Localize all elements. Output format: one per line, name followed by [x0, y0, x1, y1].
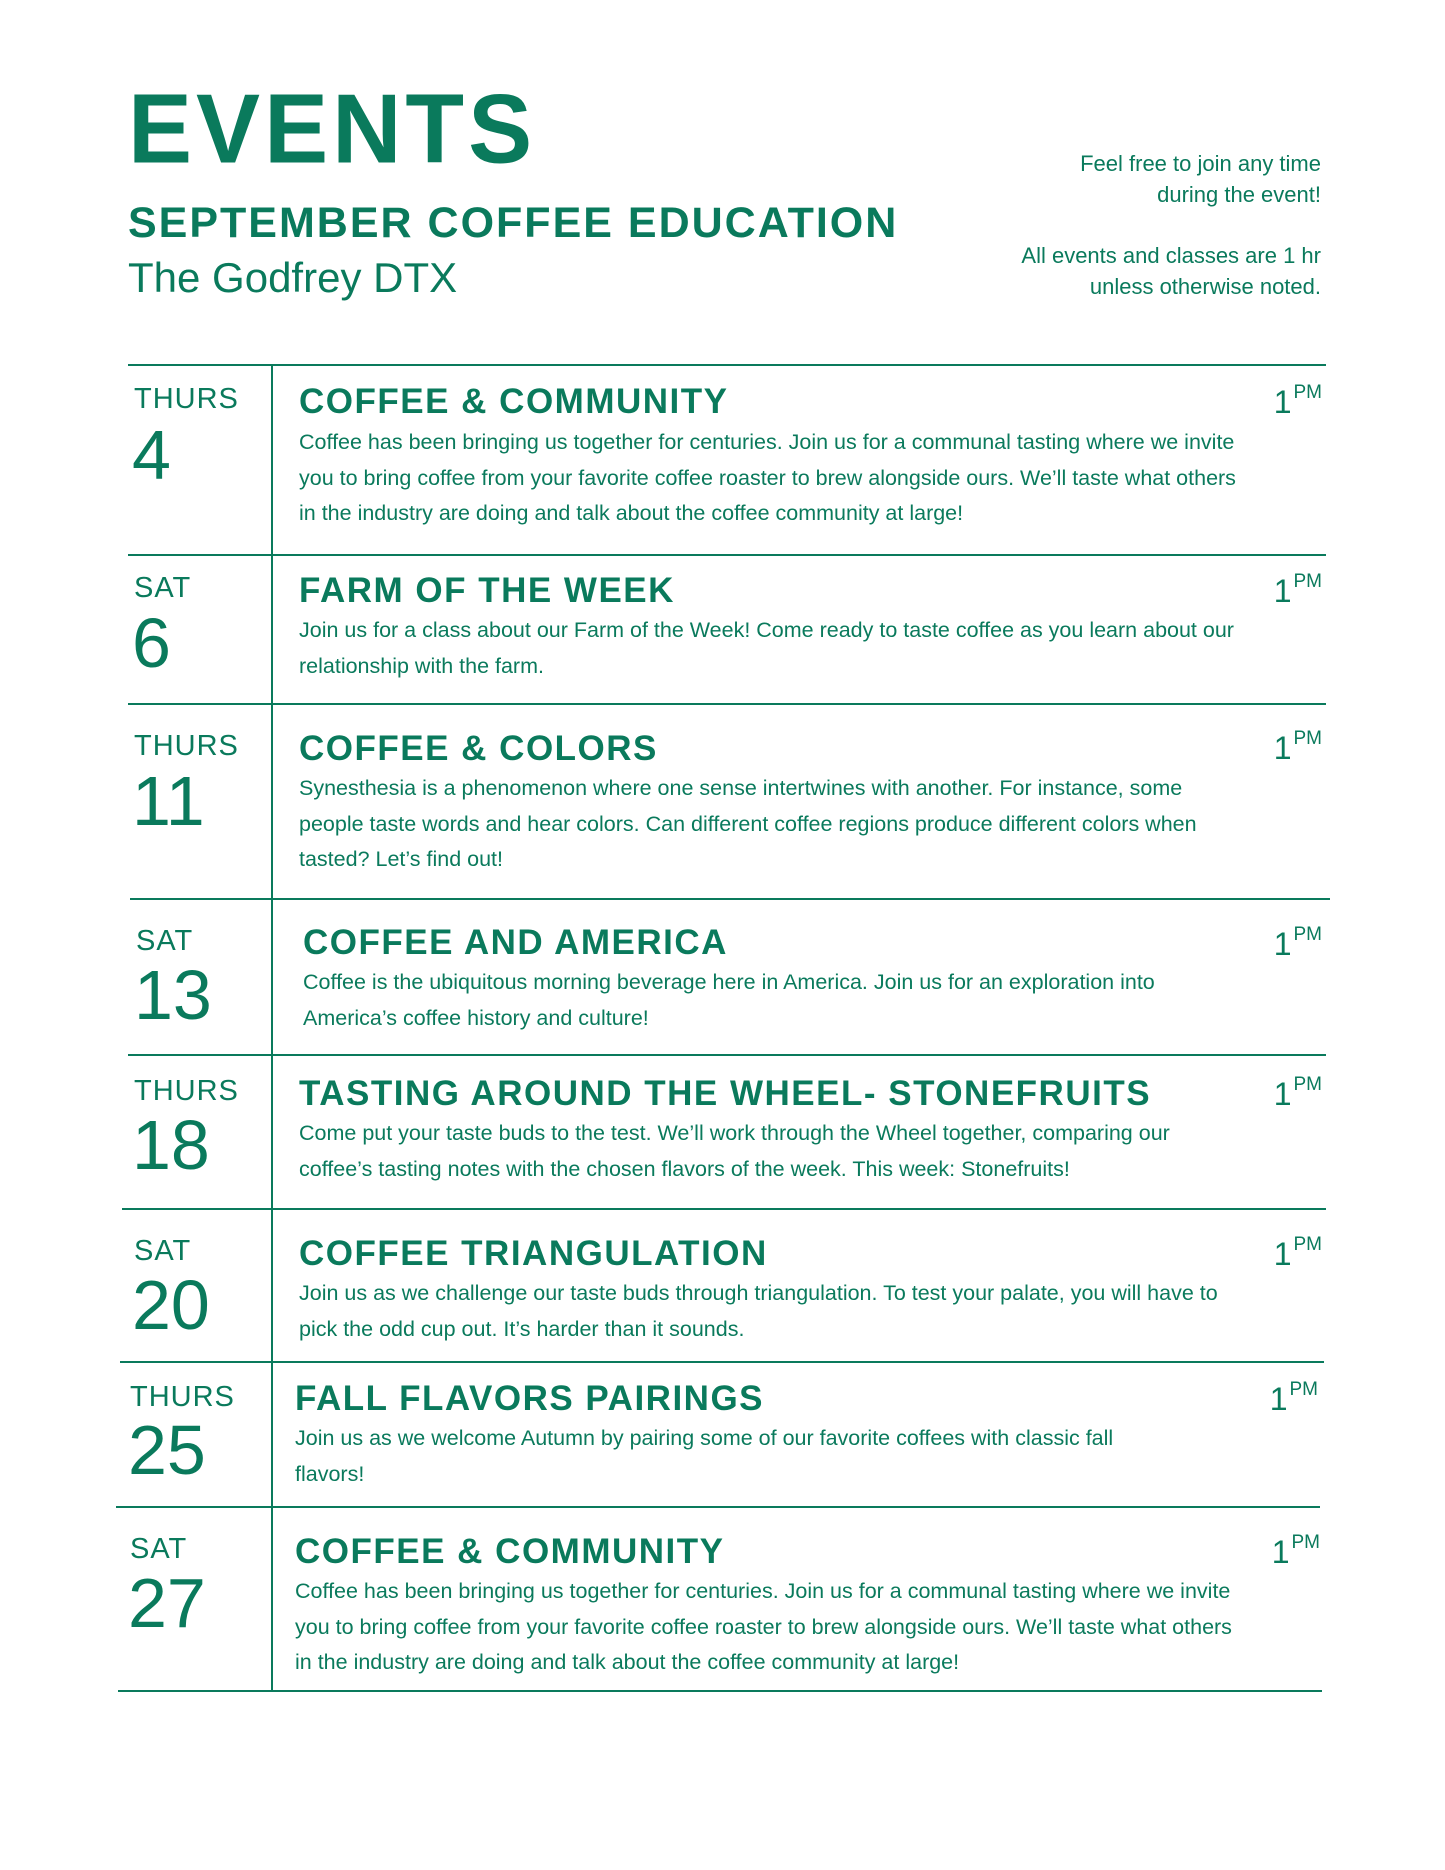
event-day: SAT	[134, 572, 192, 604]
event-day: THURS	[134, 1075, 239, 1107]
event-description: Coffee has been bringing us together for centuries. Join us for a communal tasting where we invite you to bring coffee from your favorite coffee roaster to brew alongside ours. We’ll taste what others in the industry are doing and talk about the coffee community at large!	[299, 430, 1236, 525]
event-time	[1273, 1074, 1322, 1112]
event-time-suffix: PM	[1293, 1234, 1322, 1255]
event-time	[1273, 1234, 1322, 1272]
event-time-hour: 1	[1269, 1381, 1288, 1417]
event-time	[1269, 1379, 1318, 1417]
event-description: Join us for a class about our Farm of the Week! Come ready to taste coffee as you learn about our relationship with the farm.	[299, 618, 1234, 678]
event-title: TASTING AROUND THE WHEEL- STONEFRUITS	[299, 1074, 1152, 1113]
event-date: 13	[134, 956, 212, 1034]
event-day: THURS	[134, 730, 239, 762]
page-title: EVENTS	[128, 74, 537, 185]
row-divider	[116, 1506, 1320, 1508]
event-title: COFFEE & COMMUNITY	[295, 1532, 725, 1571]
event-time-hour: 1	[1273, 384, 1292, 420]
event-time-hour: 1	[1273, 730, 1292, 766]
event-time-suffix: PM	[1293, 571, 1322, 592]
event-date: 20	[132, 1266, 210, 1344]
row-divider	[128, 364, 1326, 366]
event-time-hour: 1	[1273, 926, 1292, 962]
event-day: SAT	[136, 925, 194, 957]
event-time	[1273, 924, 1322, 962]
event-description: Join us as we welcome Autumn by pairing some of our favorite coffees with classic fall flavors!	[295, 1426, 1114, 1486]
event-time-suffix: PM	[1293, 382, 1322, 403]
event-title: FARM OF THE WEEK	[299, 571, 675, 610]
event-date: 11	[132, 762, 205, 840]
event-date: 18	[132, 1106, 210, 1184]
row-divider	[130, 898, 1330, 900]
event-title: FALL FLAVORS PAIRINGS	[295, 1379, 765, 1418]
event-time-hour: 1	[1273, 573, 1292, 609]
event-date: 4	[132, 416, 171, 494]
event-description: Coffee is the ubiquitous morning beverage here in America. Join us for an exploration into America’s coffee history and culture!	[303, 970, 1155, 1030]
event-title: COFFEE TRIANGULATION	[299, 1234, 768, 1273]
event-title: COFFEE AND AMERICA	[303, 923, 728, 962]
venue-name: The Godfrey DTX	[128, 254, 458, 301]
event-time	[1273, 728, 1322, 766]
event-description: Join us as we challenge our taste buds through triangulation. To test your palate, you will have to pick the odd cup out. It’s harder than it sounds.	[299, 1281, 1218, 1341]
event-time	[1273, 382, 1322, 420]
event-time	[1273, 571, 1322, 609]
event-time-suffix: PM	[1293, 1074, 1322, 1095]
row-divider	[122, 1208, 1326, 1210]
row-divider	[128, 554, 1326, 556]
event-time	[1271, 1532, 1320, 1570]
row-divider	[128, 703, 1326, 705]
event-title: COFFEE & COLORS	[299, 729, 658, 768]
event-day: SAT	[134, 1235, 192, 1267]
event-time-suffix: PM	[1289, 1379, 1318, 1400]
event-day: THURS	[134, 383, 239, 415]
duration-note-line-2: unless otherwise noted.	[1089, 274, 1321, 299]
event-day: THURS	[130, 1381, 235, 1413]
page-subtitle: SEPTEMBER COFFEE EDUCATION	[128, 199, 899, 247]
event-description: Synesthesia is a phenomenon where one sense intertwines with another. For instance, some people taste words and hear colors. Can different coffee regions produce different colors when tasted? Let’s find out!	[299, 776, 1197, 871]
event-description: Coffee has been bringing us together for centuries. Join us for a communal tasting where we invite you to bring coffee from your favorite coffee roaster to brew alongside ours. We’ll taste what others in the industry are doing and talk about the coffee community at large!	[295, 1579, 1232, 1674]
event-date: 6	[132, 604, 171, 682]
duration-note-line-1: All events and classes are 1 hr	[1021, 243, 1321, 268]
event-time-hour: 1	[1273, 1236, 1292, 1272]
event-time-suffix: PM	[1293, 728, 1322, 749]
column-divider	[271, 364, 273, 1690]
event-time-hour: 1	[1271, 1534, 1290, 1570]
row-divider	[128, 1054, 1326, 1056]
event-day: SAT	[130, 1533, 188, 1565]
event-date: 27	[128, 1564, 206, 1642]
row-divider	[120, 1361, 1324, 1363]
join-note-line-1: Feel free to join any time	[1080, 151, 1321, 176]
event-time-suffix: PM	[1291, 1532, 1320, 1553]
event-description: Come put your taste buds to the test. We’ll work through the Wheel together, comparing our coffee’s tasting notes with the chosen flavors of the week. This week: Stonefruits!	[299, 1121, 1170, 1181]
join-note-line-2: during the event!	[1157, 182, 1321, 207]
event-time-suffix: PM	[1293, 924, 1322, 945]
event-date: 25	[128, 1411, 206, 1489]
row-divider	[118, 1690, 1322, 1692]
event-title: COFFEE & COMMUNITY	[299, 382, 729, 421]
event-time-hour: 1	[1273, 1076, 1292, 1112]
